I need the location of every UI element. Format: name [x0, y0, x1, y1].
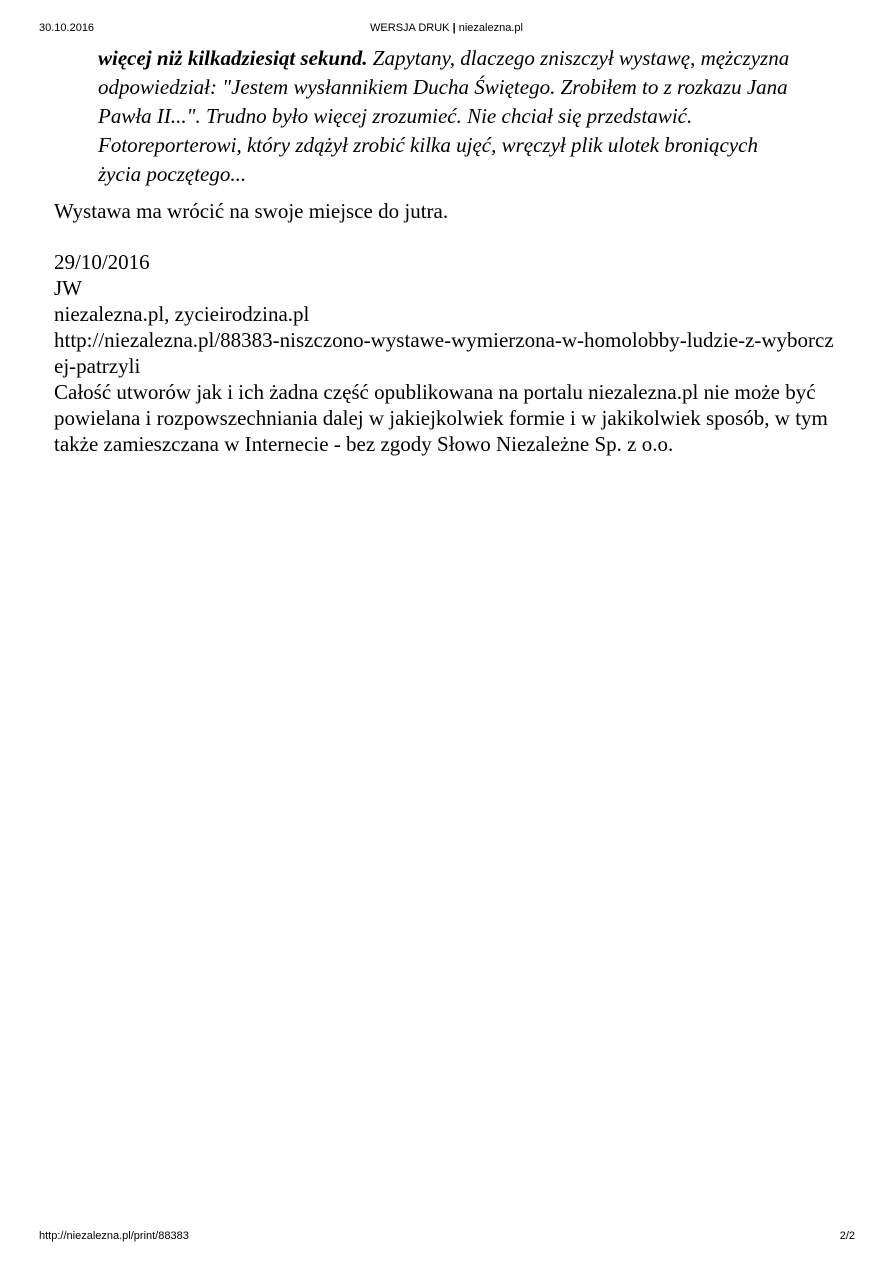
article-source-url[interactable]: http://niezalezna.pl/88383-niszczono-wystawe-wymierzona-w-homolobby-ludzie-z-wyborczej-patrzyli: [54, 328, 834, 378]
article-sources: niezalezna.pl, zycieirodzina.pl: [54, 302, 310, 326]
header-separator: |: [452, 22, 456, 34]
print-header-label: WERSJA DRUK: [370, 22, 450, 34]
article-quote: [98, 44, 798, 189]
quote-bold-lead: więcej niż kilkadziesiąt sekund.: [98, 46, 368, 70]
site-name: niezalezna.pl: [458, 22, 523, 34]
print-header-title: [0, 21, 893, 35]
article-author: JW: [54, 276, 82, 300]
closing-paragraph: Wystawa ma wrócić na swoje miejsce do jutra.: [54, 199, 449, 223]
print-date: 30.10.2016: [39, 22, 95, 34]
quote-text: Zapytany, dlaczego zniszczył wystawę, mężczyzna odpowiedział: "Jestem wysłannikiem Ducha Świętego. Zrobiłem to z rozkazu Jana Pawła II...". Trudno było więcej zrozumieć. Nie chciał się przedstawić. Fotoreporterowi, który zdążył zrobić kilka ujęć, wręczył plik ulotek broniących życia poczętego...: [98, 46, 790, 186]
page-number: 2/2: [839, 1230, 855, 1242]
copyright-notice: Całość utworów jak i ich żadna część opublikowana na portalu niezalezna.pl nie może być powielana i rozpowszechniania dalej w jakiejkolwiek formie i w jakikolwiek sposób, w tym także zamieszczana w Internecie - bez zgody Słowo Niezależne Sp. z o.o.: [54, 380, 828, 456]
footer-print-url[interactable]: http://niezalezna.pl/print/88383: [39, 1230, 189, 1242]
article-meta: [54, 249, 839, 457]
article-date: 29/10/2016: [54, 250, 150, 274]
